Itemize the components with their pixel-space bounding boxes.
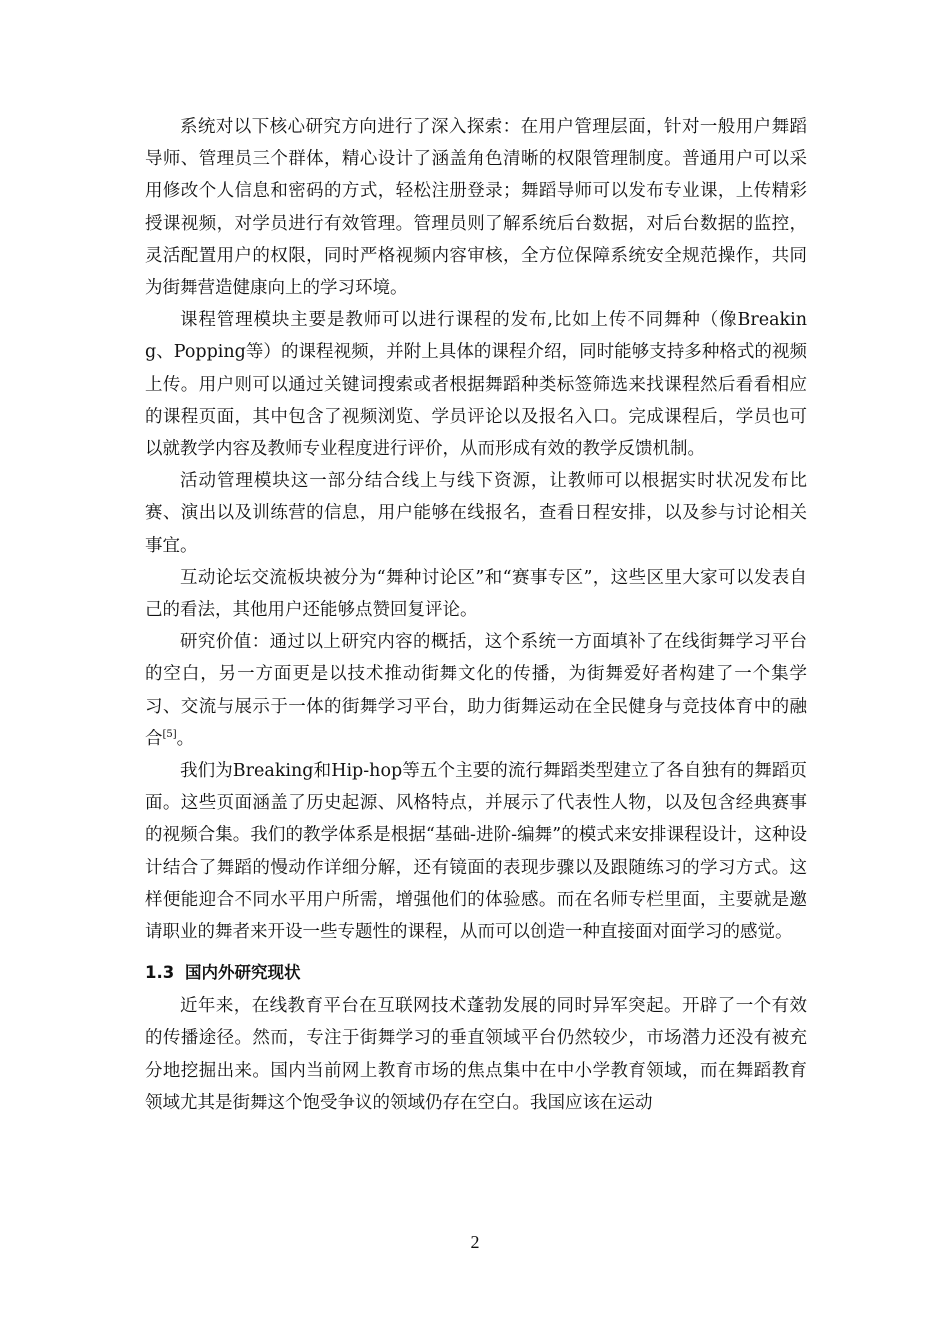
paragraph-activity-management: 活动管理模块这一部分结合线上与线下资源，让教师可以根据实时状况发布比赛、演出以及训练营的信息，用户能够在线报名，查看日程安排，以及参与讨论相关事宜。 <box>145 471 807 556</box>
section-number: 1.3 <box>145 963 175 983</box>
section-title: 国内外研究现状 <box>185 963 301 983</box>
section-heading <box>145 958 807 988</box>
paragraph-course-management: 课程管理模块主要是教师可以进行课程的发布,比如上传不同舞种（像Breaking、Popping等）的课程视频，并附上具体的课程介绍，同时能够支持多种格式的视频上传。用户则可以通过关键词搜索或者根据舞蹈种类标签筛选来找课程然后看看相应的课程页面，其中包含了视频浏览、学员评论以及报名入口。完成课程后，学员也可以就教学内容及教师专业程度进行评价，从而形成有效的教学反馈机制。 <box>145 310 807 460</box>
paragraph-core-research: 系统对以下核心研究方向进行了深入探索：在用户管理层面，针对一般用户舞蹈导师、管理员三个群体，精心设计了涵盖角色清晰的权限管理制度。普通用户可以采用修改个人信息和密码的方式，轻松注册登录；舞蹈导师可以发布专业课，上传精彩授课视频，对学员进行有效管理。管理员则了解系统后台数据，对后台数据的监控，灵活配置用户的权限，同时严格视频内容审核，全方位保障系统安全规范操作，共同为街舞营造健康向上的学习环境。 <box>145 117 807 299</box>
paragraph-research-status: 近年来，在线教育平台在互联网技术蓬勃发展的同时异军突起。开辟了一个有效的传播途径。然而，专注于街舞学习的垂直领域平台仍然较少，市场潜力还没有被充分地挖掘出来。国内当前网上教育市场的焦点集中在中小学教育领域，而在舞蹈教育领域尤其是街舞这个饱受争议的领域仍存在空白。我国应该在运动 <box>145 996 807 1113</box>
paragraph-research-value <box>145 626 807 755</box>
citation-mark: [5] <box>162 729 177 741</box>
page-content <box>145 111 807 1119</box>
paragraph-forum: 互动论坛交流板块被分为“舞种讨论区”和“赛事专区”，这些区里大家可以发表自己的看法，其他用户还能够点赞回复评论。 <box>145 567 807 621</box>
research-value-text: 研究价值：通过以上研究内容的概括，这个系统一方面填补了在线街舞学习平台的空白，另一方面更是以技术推动街舞文化的传播，为街舞爱好者构建了一个集学习、交流与展示于一体的街舞学习平台，助力街舞运动在全民健身与竞技体育中的融合 <box>145 632 807 749</box>
page-number: 2 <box>470 1232 480 1252</box>
research-value-end: 。 <box>176 728 195 749</box>
paragraph-dance-pages: 我们为Breaking和Hip-hop等五个主要的流行舞蹈类型建立了各自独有的舞蹈页面。这些页面涵盖了历史起源、风格特点，并展示了代表性人物，以及包含经典赛事的视频合集。我们的教学体系是根据“基础-进阶-编舞”的模式来安排课程设计，这种设计结合了舞蹈的慢动作详细分解，还有镜面的表现步骤以及跟随练习的学习方式。这样便能迎合不同水平用户所需，增强他们的体验感。而在名师专栏里面，主要就是邀请职业的舞者来开设一些专题性的课程，从而可以创造一种直接面对面学习的感觉。 <box>145 761 807 943</box>
